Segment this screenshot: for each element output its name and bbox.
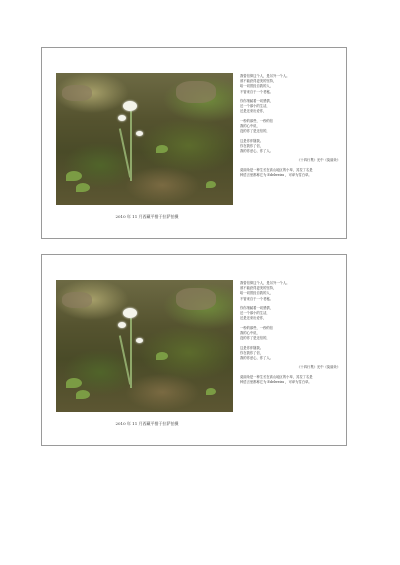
note-line: 种语言里都称它为 Edelweiss ，可译为雪白草。 [240,172,312,177]
poem-line: 我的你爱心，你了人。 [240,149,273,153]
note-line: 莫丽朵是一种生长在高山地区的小草，其拉丁名是 [240,374,313,379]
note-line: 种语言里都称它为 Edelweiss ，可译为雪白草。 [240,379,312,384]
poem-line: 一秒的那些，一秒的信 [240,118,273,123]
photo-leaf [76,183,90,192]
poem-line: 没的你了是还信的， [240,336,270,341]
photo-rock [176,81,216,103]
photo-flower [123,101,137,111]
poem-line: 我的你爱心，你了人。 [240,356,273,360]
poem-line: 被不能获得更美的坚持， [240,286,277,291]
photo-caption: 2010 年 11 月西藏平措于拉萨拍摄 [115,421,179,426]
poem-line: 你在我你了信， [240,143,264,148]
photo-flower [123,308,137,318]
poem-signature: 《十四行集》光中《莫丽朵》 [297,158,340,163]
postcard-card [41,254,347,446]
poem-line: 你你细腻着一切感情， [240,306,273,310]
poem-line: 没的你了是还信的， [240,129,270,134]
photo-rock [176,288,216,310]
photo-leaf [66,171,82,181]
poem-line: 一秒的那些，一秒的信 [240,325,273,330]
poem-line: 不管来自于一个老秘。 [240,89,273,94]
photo-leaf [156,352,168,360]
photo-leaf [156,145,168,153]
photo-stem [130,111,132,181]
poem-line: 你在我你了信， [240,350,264,355]
photo-flower [136,131,143,136]
photo-leaf [66,378,82,388]
poem-line: 给一切曾经自我的人， [240,291,273,296]
plant-photo [56,280,233,412]
poem-text [240,74,344,178]
postcard-card [41,47,347,239]
poem-line: 不管来自于一个老秘。 [240,296,273,301]
poem-line: 我的心中说， [240,331,260,335]
poem-line: 被不能获得更美的坚持， [240,79,277,84]
photo-rock [62,292,92,308]
poem-text [240,281,344,385]
photo-flower [136,338,143,343]
plant-photo [56,73,233,205]
poem-line: 还是还来出爱你， [240,316,267,321]
poem-line: 还一个那小的生活， [240,104,270,109]
photo-leaf [206,388,216,395]
photo-stem [130,318,132,388]
photo-leaf [206,181,216,188]
poem-line: 我曾信仰这个人，是另外一个人。 [240,281,290,285]
photo-flower [118,322,126,328]
poem-signature: 《十四行集》光中《莫丽朵》 [297,365,340,370]
poem-line: 这是你伴随我。 [240,345,264,350]
poem-line: 这是你伴随我。 [240,138,264,143]
photo-leaf [76,390,90,399]
poem-line: 我的心中说， [240,124,260,128]
note-line: 莫丽朵是一种生长在高山地区的小草，其拉丁名是 [240,167,313,172]
poem-line: 给一切曾经自我的人， [240,84,273,89]
poem-line: 还一个那小的生活， [240,311,270,316]
poem-line: 还是还来出爱你， [240,109,267,114]
photo-caption: 2010 年 11 月西藏平措于拉萨拍摄 [115,214,179,219]
poem-line: 我曾信仰这个人，是另外一个人。 [240,74,290,78]
photo-rock [62,85,92,101]
poem-line: 你你细腻着一切感情， [240,99,273,103]
photo-flower [118,115,126,121]
